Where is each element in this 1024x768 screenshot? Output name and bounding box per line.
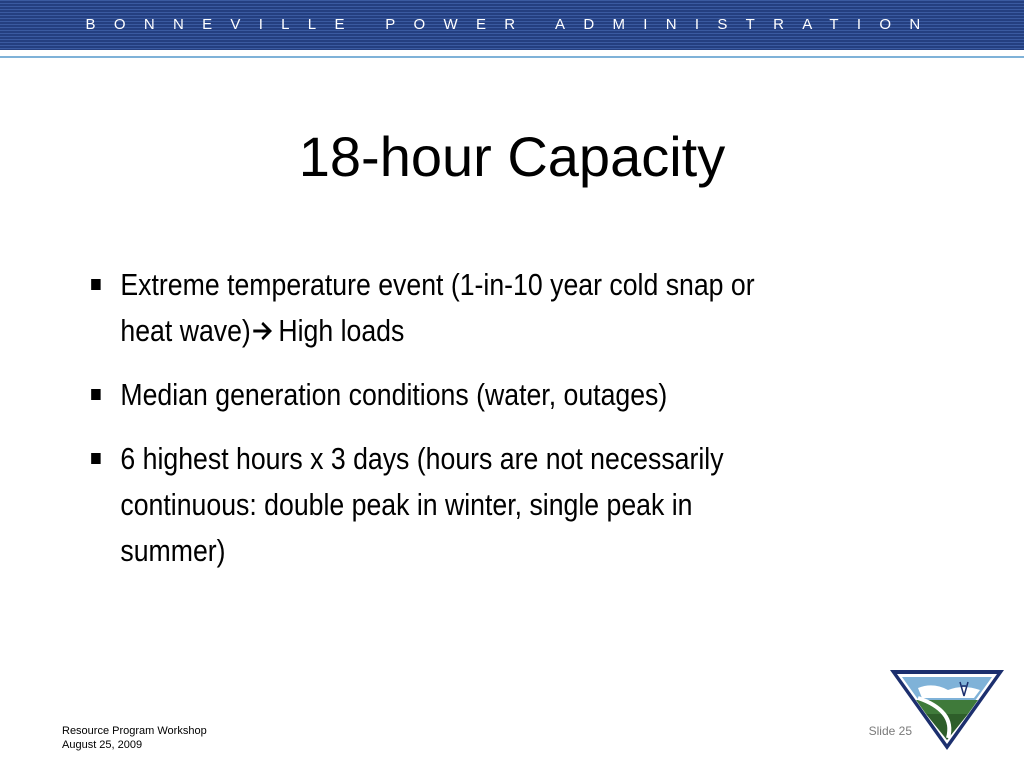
bullet-item — [86, 262, 980, 354]
bullet-item — [86, 436, 980, 574]
bullet-text-line: Extreme temperature event (1-in-10 year cold snap or — [120, 267, 755, 302]
slide-title: 18-hour Capacity — [298, 125, 726, 188]
square-bullet-icon — [91, 389, 100, 400]
bullet-text-line: Median generation conditions (water, outages) — [120, 377, 668, 412]
header-divider — [0, 56, 1024, 58]
bpa-triangle-logo-icon — [888, 668, 1006, 752]
bullet-item — [86, 372, 980, 418]
bullet-text-line: 6 highest hours x 3 days (hours are not necessarily — [120, 441, 724, 476]
footer-event: Resource Program Workshop — [62, 725, 207, 737]
slide-number: Slide 25 — [868, 724, 912, 738]
bullet-text-line: summer) — [120, 533, 226, 568]
footer-date: August 25, 2009 — [62, 739, 143, 751]
bullet-text-line: heat wave) — [120, 313, 251, 348]
org-name-header: BONNEVILLE POWER ADMINISTRATION — [85, 16, 939, 33]
footer-info — [62, 724, 207, 752]
bullet-text-line: High loads — [278, 313, 405, 348]
square-bullet-icon — [91, 453, 100, 464]
right-arrow-icon — [253, 319, 274, 343]
bullet-text-line: continuous: double peak in winter, single peak in — [120, 487, 693, 522]
square-bullet-icon — [91, 279, 100, 290]
bullet-list — [86, 262, 946, 592]
